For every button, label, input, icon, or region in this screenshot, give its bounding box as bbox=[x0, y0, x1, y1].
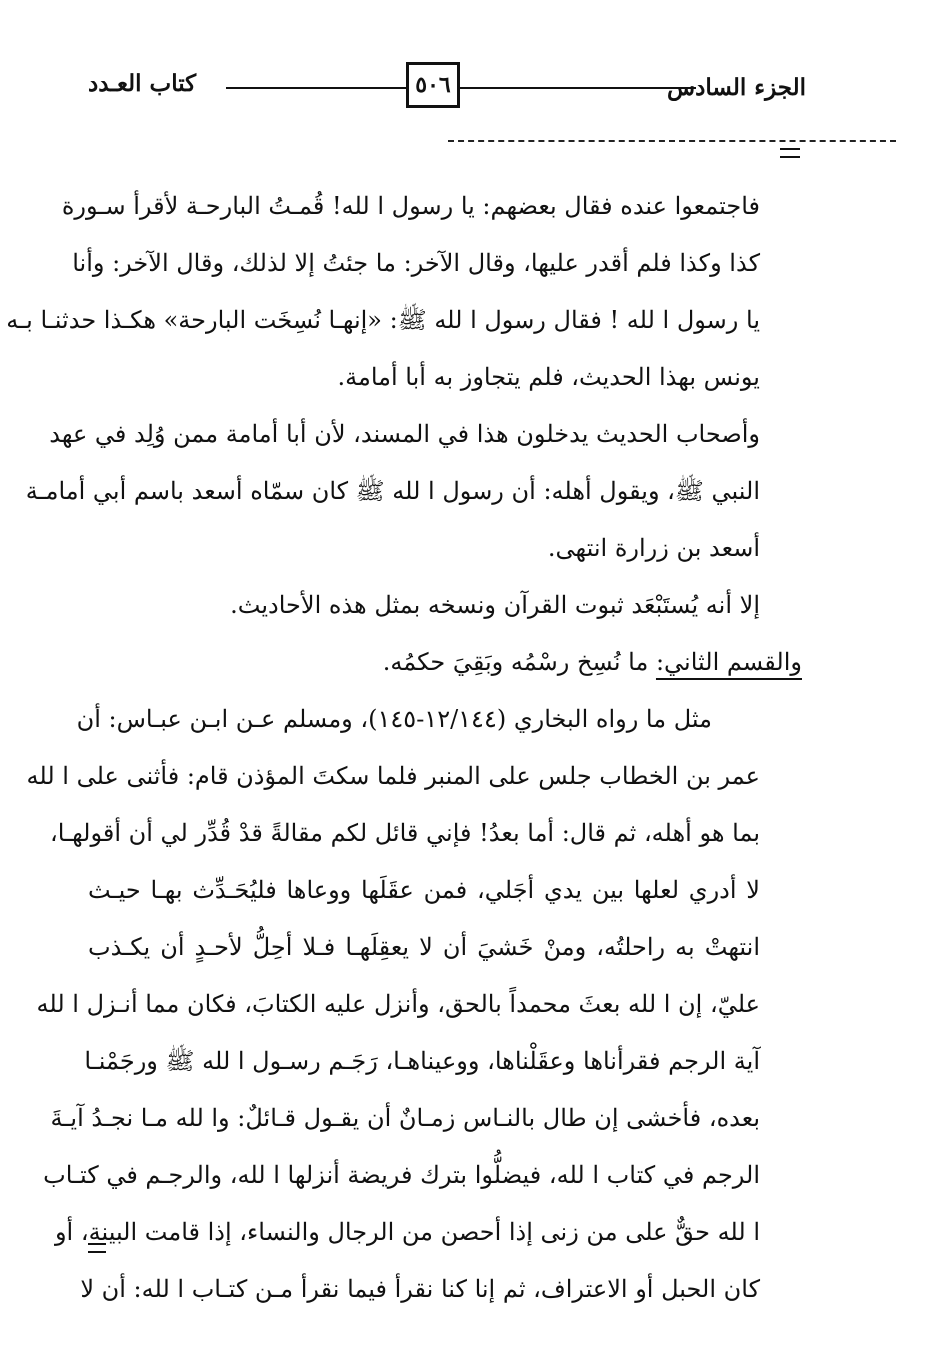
book-title: كتاب العـدد bbox=[88, 70, 197, 97]
text-line: لا أدري لعلها بين يدي أجَلي، فمن عقَلَها ووعاها فليُحَـدِّث بهـا حيـث bbox=[88, 876, 760, 904]
continuation-mark-bottom bbox=[88, 1243, 106, 1253]
running-header bbox=[88, 62, 806, 122]
header-rule-left bbox=[226, 87, 406, 89]
section-label: والقسم الثاني: bbox=[655, 648, 802, 676]
continuation-mark-top bbox=[780, 148, 800, 158]
text-line: فاجتمعوا عنده فقال بعضهم: يا رسول ا لله! قُمـتُ البارحـة لأقرأ سـورة bbox=[61, 192, 760, 220]
text-line: عليّ، إن ا لله بعثَ محمداً بالحق، وأنزل عليه الكتابَ، فكان مما أنـزل ا لله bbox=[36, 990, 760, 1018]
header-rule-right bbox=[460, 87, 696, 89]
text-line: النبي ﷺ، ويقول أهله: أن رسول ا لله ﷺ كان سمّاه أسعد باسم أبي أمامـة bbox=[25, 477, 760, 505]
text-line: يا رسول ا لله ! فقال رسول ا لله ﷺ: «إنهـا نُسِخَت البارحة» هكـذا حدثنـا بـه bbox=[6, 306, 760, 334]
section-heading-line bbox=[88, 634, 802, 691]
text-line: كذا وكذا فلم أقدر عليها، وقال الآخر: ما جئتُ إلا لذلك، وقال الآخر: وأنا bbox=[72, 249, 760, 277]
section-text: ما نُسِخ رسْمُه وبَقِيَ حكمُه. bbox=[382, 648, 649, 676]
text-line: بما هو أهله، ثم قال: أما بعدُ! فإني قائل لكم مقالةً قدْ قُدِّر لي أن أقولهـا، bbox=[49, 819, 760, 847]
text-line: عمر بن الخطاب جلس على المنبر فلما سكتَ المؤذن قام: فأثنى على ا لله bbox=[26, 762, 760, 790]
text-line: أسعد بن زرارة انتهى. bbox=[547, 534, 760, 562]
text-line: يونس بهذا الحديث، فلم يتجاوز به أبا أمامة. bbox=[337, 363, 760, 391]
text-line: وأصحاب الحديث يدخلون هذا في المسند، لأن أبا أمامة ممن وُلِد في عهد bbox=[49, 420, 760, 448]
chapter-title: الجزء السادس bbox=[667, 74, 806, 101]
text-line: ا لله حقٌّ على من زنى إذا أحصن من الرجال والنساء، إذا قامت البينة، أو bbox=[54, 1218, 760, 1246]
text-line: الرجم في كتاب ا لله، فيضلُّوا بترك فريضة أنزلها ا لله، والرجـم في كتـاب bbox=[43, 1161, 760, 1189]
text-line: آية الرجم فقرأناها وعقَلْناها، ووعيناهـا، رَجَـم رسـول ا لله ﷺ ورجَمْنـا bbox=[84, 1047, 760, 1075]
text-line: إلا أنه يُستَبْعَد ثبوت القرآن ونسخه بمثل هذه الأحاديث. bbox=[230, 591, 760, 619]
text-line: كان الحبل أو الاعتراف، ثم إنا كنا نقرأ فيما نقرأ مـن كتـاب ا لله: أن لا bbox=[80, 1275, 760, 1303]
text-line: انتهتْ به راحلتُه، ومنْ خَشيَ أن لا يعقِلَهـا فـلا أحِلُّ لأحـدٍ أن يكـذب bbox=[88, 933, 760, 961]
text-line: مثل ما رواه البخاري (١٢/١٤٤-١٤٥)، ومسلم عـن ابـن عبـاس: أن bbox=[76, 705, 712, 733]
text-line: بعده، فأخشى إن طال بالنـاس زمـانٌ أن يقـول قـائلٌ: وا لله مـا نجـدُ آيـةَ bbox=[50, 1104, 760, 1132]
body-text bbox=[6, 178, 802, 1318]
page-number: ٥٠٦ bbox=[406, 62, 460, 108]
header-dashed-rule bbox=[448, 140, 896, 142]
